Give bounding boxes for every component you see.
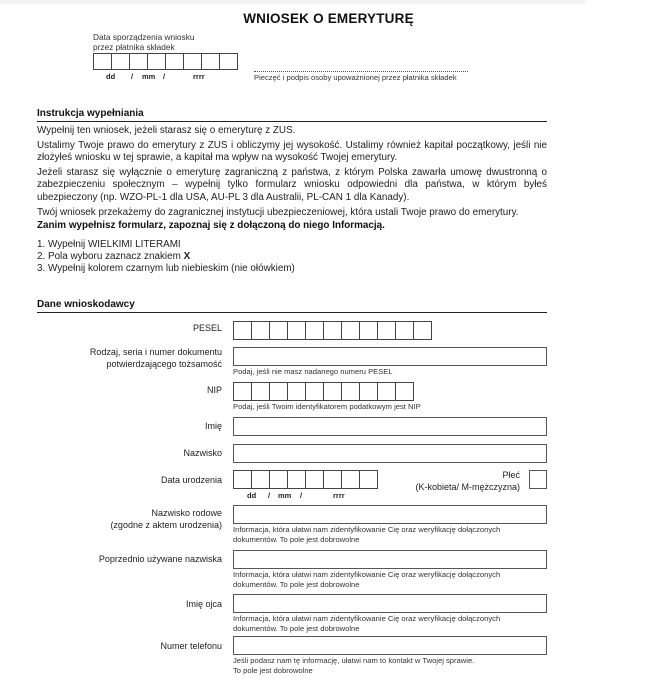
char-cell[interactable] [252,322,270,339]
instructions-paragraph: Ustalimy Twoje prawo do emerytury z ZUS i obliczymy jej wysokość. Ustalimy również kapitał początkowy, jeśli nie złożyłeś wniosku w tej sprawie, a kapitał ma wpływ na wysokość Twojej emerytury. [37,139,547,164]
father-name-input[interactable] [233,594,547,613]
char-cell[interactable] [184,54,202,69]
char-cell[interactable] [324,471,342,488]
char-cell[interactable] [112,54,130,69]
prep-date-sep1: / [131,72,134,81]
pesel-input[interactable] [233,321,432,340]
last-name-input[interactable] [233,444,547,463]
father-name-hint-line1: Informacja, która ułatwi nam zidentyfikowanie Cię oraz weryfikację dołączonych [233,614,501,623]
instructions-list [37,239,295,274]
char-cell[interactable] [396,322,414,339]
birth-date-sep2: / [300,491,303,500]
top-band [0,0,585,4]
char-cell[interactable] [270,471,288,488]
char-cell[interactable] [288,471,306,488]
father-name-label: Imię ojca [185,599,222,609]
phone-hint-line1: Jeśli podasz nam tę informację, ułatwi nam to kontakt w Twojej sprawie. [233,656,475,665]
previous-names-label: Poprzednio używane nazwiska [98,554,222,564]
char-cell[interactable] [252,383,270,400]
maiden-name-hint-line1: Informacja, która ułatwi nam zidentyfikowanie Cię oraz weryfikację dołączonych [233,525,501,534]
applicant-heading: Dane wnioskodawcy [37,299,547,313]
birth-date-input[interactable] [233,470,378,489]
char-cell[interactable] [288,322,306,339]
first-name-input[interactable] [233,417,547,436]
birth-date-mm: mm [278,491,292,500]
nip-label: NIP [206,385,222,395]
char-cell[interactable] [306,383,324,400]
char-cell[interactable] [342,383,360,400]
maiden-name-label-line1: Nazwisko rodowe [151,508,222,518]
prep-date-label-line1: Data sporządzenia wniosku [93,32,195,42]
prep-date-boxes[interactable] [93,53,238,70]
sex-label-line1: Płeć [502,470,520,480]
char-cell[interactable] [220,54,237,69]
char-cell[interactable] [234,383,252,400]
instructions-heading: Instrukcja wypełniania [37,108,547,122]
char-cell[interactable] [360,471,377,488]
char-cell[interactable] [414,322,431,339]
instructions-list-item-text: 2. Pola wyboru zaznacz znakiem [37,250,184,262]
maiden-name-label [110,508,222,531]
instructions-paragraph: Wypełnij ten wniosek, jeżeli starasz się o emeryturę z ZUS. [37,125,296,136]
char-cell[interactable] [252,471,270,488]
maiden-name-label-line2: (zgodne z aktem urodzenia) [110,519,222,530]
instructions-list-item [37,251,295,263]
char-cell[interactable] [396,383,413,400]
id-doc-input[interactable] [233,347,547,366]
previous-names-hint-line2: dokumentów. To pole jest dobrowolne [233,579,360,589]
previous-names-hint-line1: Informacja, która ułatwi nam zidentyfikowanie Cię oraz weryfikację dołączonych [233,570,501,579]
phone-hint-line2: To pole jest dobrowolne [233,665,313,675]
char-cell[interactable] [270,383,288,400]
prep-date-mm: mm [142,72,156,81]
mark-x: X [183,250,191,262]
document-title: WNIOSEK O EMERYTURĘ [243,11,414,26]
sex-label [415,469,520,493]
char-cell[interactable] [342,471,360,488]
char-cell[interactable] [324,383,342,400]
pesel-label: PESEL [192,323,222,333]
father-name-hint [233,614,500,633]
id-doc-hint: Podaj, jeśli nie masz nadanego numeru PESEL [233,367,393,376]
char-cell[interactable] [360,322,378,339]
prep-date-sep2: / [163,72,166,81]
previous-names-input[interactable] [233,550,547,569]
id-doc-label [90,347,222,370]
first-name-label: Imię [204,421,222,431]
phone-input[interactable] [233,636,547,655]
father-name-hint-line2: dokumentów. To pole jest dobrowolne [233,623,360,633]
char-cell[interactable] [306,322,324,339]
maiden-name-hint-line2: dokumentów. To pole jest dobrowolne [233,534,360,544]
char-cell[interactable] [378,383,396,400]
instructions-paragraph: Jeżeli starasz się wyłącznie o emeryturę zagraniczną z państwa, z którym Polska zawarła umowę dwustronną o zabezpieczeniu społecznym – wypełnij tylko formularz wniosku odpowiedni dla państwa, w którym byłeś ubezpieczony (np. WZO-PL-1 dla USA, AU-PL 3 dla Australii, PL-CAN 1 dla Kanady). [37,167,547,203]
maiden-name-input[interactable] [233,505,547,524]
char-cell[interactable] [202,54,220,69]
id-doc-label-line1: Rodzaj, seria i numer dokumentu [89,347,222,357]
last-name-label: Nazwisko [183,448,222,458]
char-cell[interactable] [306,471,324,488]
nip-input[interactable] [233,382,414,401]
phone-hint [233,656,474,675]
id-doc-label-line2: potwierdzającego tożsamość [106,358,222,369]
prep-date-label-line2: przez płatnika składek [93,42,175,52]
signature-line[interactable] [254,71,468,72]
sex-label-line2: (K-kobieta/ M-mężczyzna) [415,482,520,492]
sex-input[interactable] [529,470,547,489]
char-cell[interactable] [148,54,166,69]
instructions-note: Zanim wypełnisz formularz, zapoznaj się z dołączoną do niego Informacją. [37,220,385,231]
previous-names-hint [233,570,500,589]
prep-date-label [93,32,194,52]
char-cell[interactable] [378,322,396,339]
birth-date-sep1: / [268,491,271,500]
instructions-paragraph: Twój wniosek przekażemy do zagranicznej instytucji ubezpieczeniowej, która ustali Twoje prawo do emerytury. [37,206,519,218]
birth-date-yyyy: rrrr [333,491,345,500]
instructions-text [37,125,547,221]
signature-caption: Pieczęć i podpis osoby upoważnionej przez płatnika składek [254,73,457,82]
char-cell[interactable] [360,383,378,400]
birth-date-label: Data urodzenia [160,475,222,485]
birth-date-dd: dd [247,491,257,500]
char-cell[interactable] [234,471,252,488]
prep-date-yyyy: rrrr [193,72,205,81]
maiden-name-hint [233,525,500,544]
char-cell[interactable] [288,383,306,400]
nip-hint: Podaj, jeśli Twoim identyfikatorem podatkowym jest NIP [233,402,421,411]
char-cell[interactable] [166,54,184,69]
char-cell[interactable] [234,322,252,339]
char-cell[interactable] [94,54,112,69]
prep-date-dd: dd [106,72,116,81]
char-cell[interactable] [270,322,288,339]
instructions-list-item: 1. Wypełnij WIELKIMI LITERAMI [37,239,181,250]
phone-label: Numer telefonu [160,641,222,651]
instructions-list-item: 3. Wypełnij kolorem czarnym lub niebieskim (nie ołówkiem) [37,262,295,274]
char-cell[interactable] [130,54,148,69]
char-cell[interactable] [342,322,360,339]
char-cell[interactable] [324,322,342,339]
